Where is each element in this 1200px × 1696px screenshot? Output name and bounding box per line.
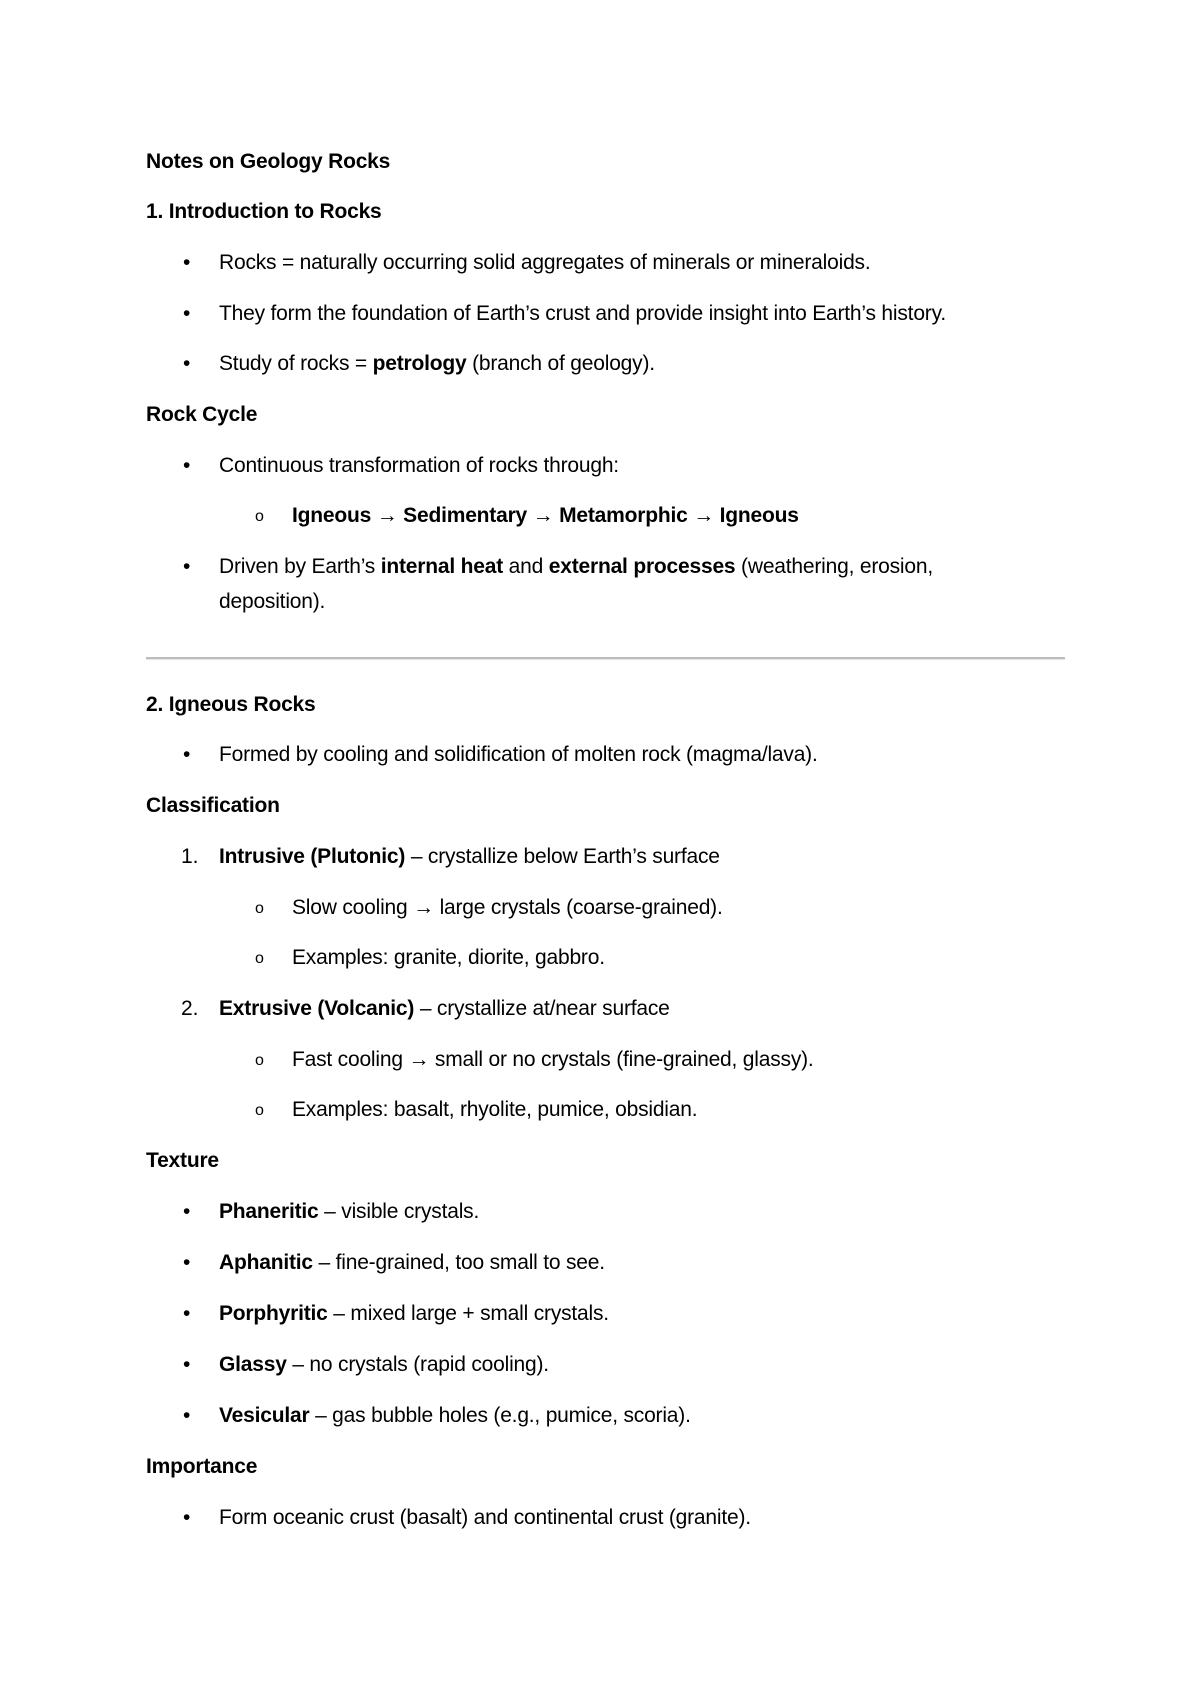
text-run: – gas bubble holes (e.g., pumice, scoria).: [309, 1404, 691, 1427]
text-run: – mixed large + small crystals.: [327, 1302, 609, 1325]
page-title: Notes on Geology Rocks: [146, 150, 391, 173]
list-item: They form the foundation of Earth’s crust and provide insight into Earth’s history.: [219, 302, 946, 325]
sub-bullet-icon: o: [255, 1102, 264, 1119]
term-intrusive: Intrusive (Plutonic): [219, 845, 406, 868]
text-run: Study of rocks =: [219, 352, 373, 375]
text-run: (branch of geology).: [466, 352, 655, 375]
list-item-continuation: deposition).: [219, 590, 326, 613]
list-item: Rocks = naturally occurring solid aggregates of minerals or mineraloids.: [219, 251, 871, 274]
term-petrology: petrology: [372, 352, 467, 375]
list-item: [219, 1352, 549, 1378]
sub-list-item: Slow cooling → large crystals (coarse-grained).: [292, 896, 723, 919]
sub-list-item: Examples: basalt, rhyolite, pumice, obsidian.: [292, 1098, 698, 1121]
text-run: – fine-grained, too small to see.: [312, 1251, 605, 1274]
section-heading-intro: 1. Introduction to Rocks: [146, 200, 382, 223]
bullet-icon: •: [183, 555, 191, 578]
term-extrusive: Extrusive (Volcanic): [219, 997, 415, 1020]
section-heading-texture: Texture: [146, 1149, 219, 1172]
text-run: – visible crystals.: [318, 1200, 480, 1223]
list-item: [219, 554, 933, 580]
rock-cycle-sequence: Igneous → Sedimentary → Metamorphic → Igneous: [292, 504, 799, 527]
text-run: – crystallize below Earth’s surface: [405, 845, 720, 868]
sub-bullet-icon: o: [255, 1052, 264, 1069]
list-item: [219, 1301, 609, 1327]
sub-bullet-icon: o: [255, 900, 264, 917]
list-number: 1.: [181, 845, 199, 868]
sub-list-item: Examples: granite, diorite, gabbro.: [292, 946, 605, 969]
list-item: [219, 1403, 691, 1429]
term-porphyritic: Porphyritic: [219, 1302, 328, 1325]
section-heading-igneous: 2. Igneous Rocks: [146, 693, 316, 716]
term-glassy: Glassy: [219, 1353, 287, 1376]
section-heading-importance: Importance: [146, 1455, 258, 1478]
bullet-icon: •: [183, 352, 191, 375]
text-run: and: [503, 555, 549, 578]
text-run: Driven by Earth’s: [219, 555, 381, 578]
bullet-icon: •: [183, 1302, 191, 1325]
text-run: (weathering, erosion,: [735, 555, 933, 578]
list-item: [219, 1250, 605, 1276]
bullet-icon: •: [183, 454, 191, 477]
list-item: Formed by cooling and solidification of molten rock (magma/lava).: [219, 743, 818, 766]
bullet-icon: •: [183, 302, 191, 325]
list-item: [219, 996, 670, 1022]
bullet-icon: •: [183, 1506, 191, 1529]
sub-bullet-icon: o: [255, 508, 264, 525]
term-vesicular: Vesicular: [219, 1404, 310, 1427]
text-run: – no crystals (rapid cooling).: [286, 1353, 549, 1376]
horizontal-rule: [146, 657, 1065, 660]
list-item: Form oceanic crust (basalt) and continental crust (granite).: [219, 1506, 751, 1529]
bullet-icon: •: [183, 1404, 191, 1427]
term-external-processes: external processes: [548, 555, 736, 578]
bullet-icon: •: [183, 1353, 191, 1376]
sub-list-item: Fast cooling → small or no crystals (fine-grained, glassy).: [292, 1048, 814, 1071]
bullet-icon: •: [183, 1251, 191, 1274]
term-phaneritic: Phaneritic: [219, 1200, 319, 1223]
sub-bullet-icon: o: [255, 950, 264, 967]
bullet-icon: •: [183, 1200, 191, 1223]
list-item: [219, 351, 655, 377]
bullet-icon: •: [183, 743, 191, 766]
term-internal-heat: internal heat: [380, 555, 504, 578]
section-heading-classification: Classification: [146, 794, 280, 817]
list-item: [219, 1199, 479, 1225]
list-item: Continuous transformation of rocks through:: [219, 454, 619, 477]
list-item: [219, 844, 720, 870]
term-aphanitic: Aphanitic: [219, 1251, 313, 1274]
text-run: – crystallize at/near surface: [414, 997, 670, 1020]
section-heading-rock-cycle: Rock Cycle: [146, 403, 258, 426]
bullet-icon: •: [183, 251, 191, 274]
list-number: 2.: [181, 997, 199, 1020]
